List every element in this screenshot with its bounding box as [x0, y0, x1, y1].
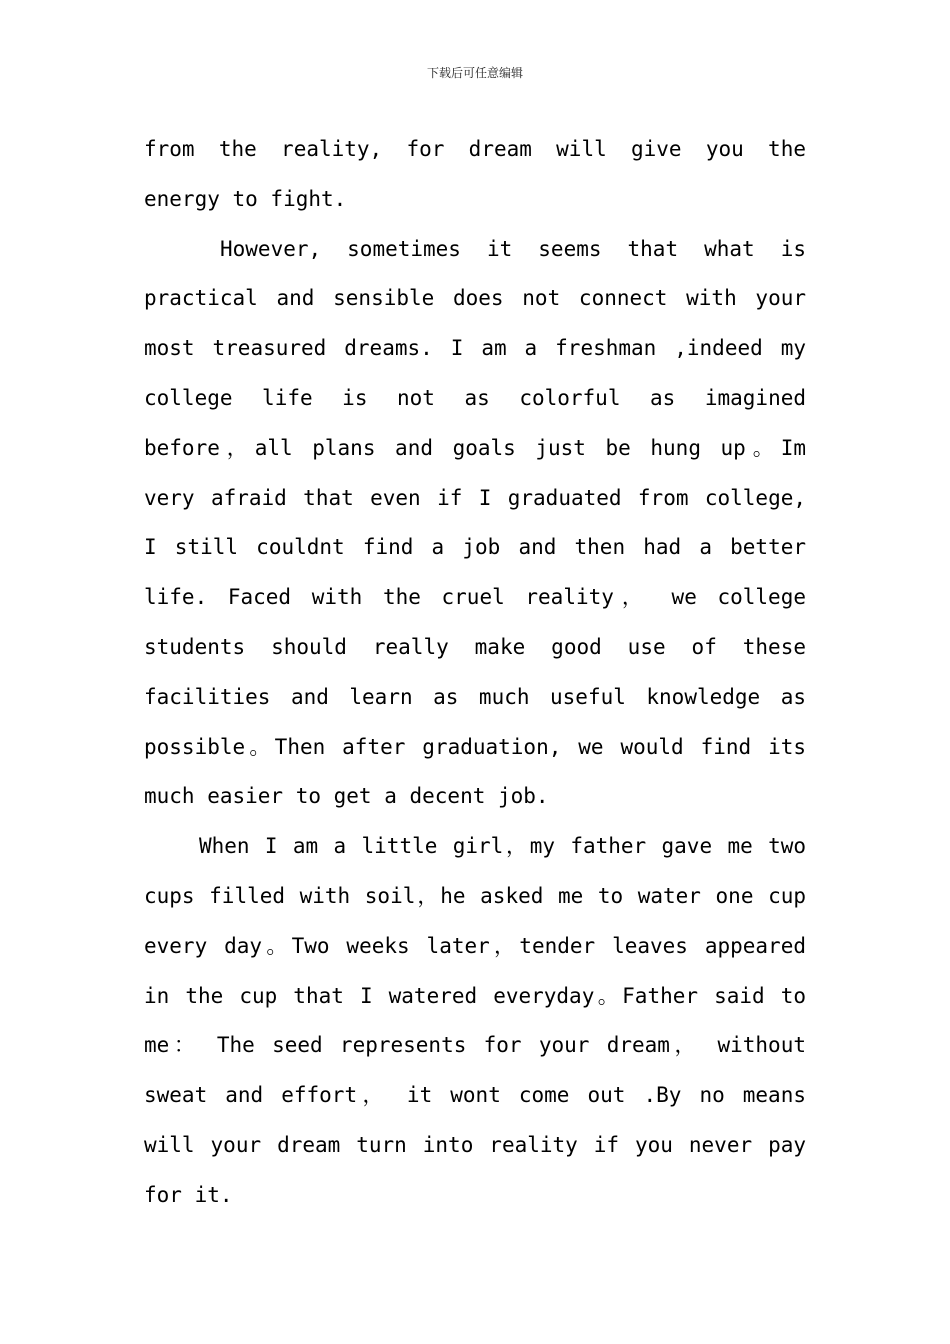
text-line: most treasured dreams. I am a freshman ,indeed my [144, 336, 806, 361]
text-line: college life is not as colorful as imagined [144, 385, 806, 410]
text-line: me： The seed represents for your dream， without [144, 1033, 806, 1058]
text-line: However, sometimes it seems that what is [220, 236, 806, 261]
text-line: life. Faced with the cruel reality， we college [144, 585, 806, 610]
text-line: in the cup that I watered everyday。Father said to [144, 983, 806, 1008]
text-line: from the reality, for dream will give you the [144, 137, 806, 161]
text-line: very afraid that even if I graduated from college, [144, 485, 806, 510]
text-line: cups filled with soil，he asked me to water one cup [144, 883, 806, 908]
text-line: practical and sensible does not connect with your [144, 286, 806, 311]
text-line: energy to fight. [144, 186, 347, 211]
text-line: I still couldnt find a job and then had a better [144, 535, 806, 560]
text-line: before，all plans and goals just be hung up。Im [144, 435, 806, 460]
page-header: 下载后可任意编辑 [426, 66, 523, 80]
text-line: every day。Two weeks later，tender leaves appeared [144, 933, 806, 958]
text-line: possible。Then after graduation, we would find its [144, 734, 806, 759]
text-line: sweat and effort， it wont come out .By no means [144, 1083, 806, 1108]
text-line: for it. [144, 1182, 233, 1207]
text-line: When I am a little girl，my father gave me two [199, 834, 806, 859]
text-line: will your dream turn into reality if you never pay [144, 1132, 806, 1157]
text-line: much easier to get a decent job. [144, 784, 549, 809]
text-line: students should really make good use of these [144, 634, 806, 659]
text-line: facilities and learn as much useful knowledge as [144, 684, 806, 709]
document-body [144, 125, 806, 1221]
